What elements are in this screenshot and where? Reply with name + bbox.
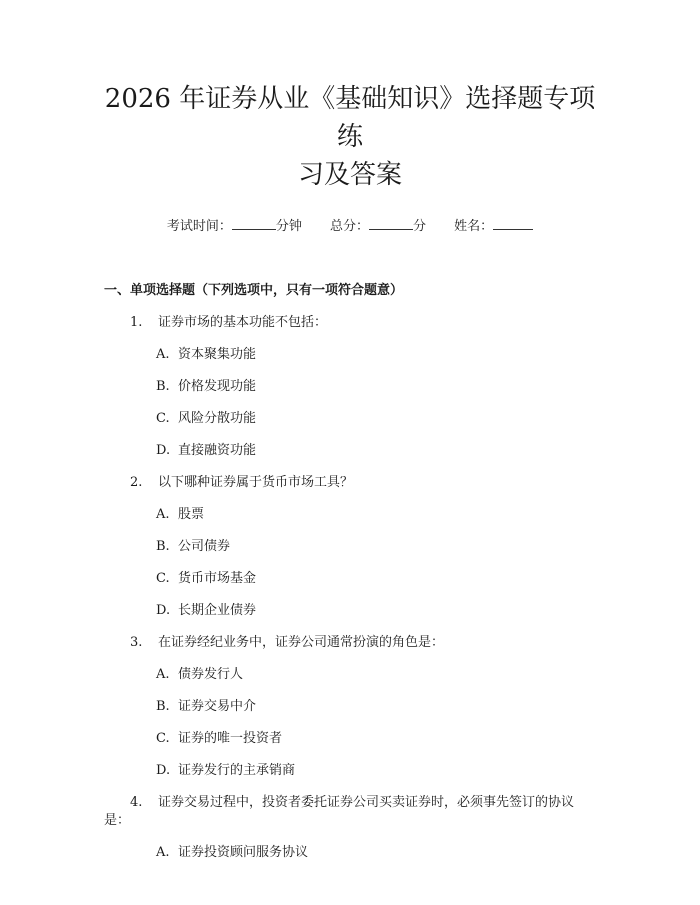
question-stem xyxy=(104,314,596,332)
option-letter: A. xyxy=(156,347,170,362)
option-letter: D. xyxy=(156,603,171,618)
name-field xyxy=(454,216,533,236)
exam-meta xyxy=(104,216,596,236)
answer-option xyxy=(104,442,596,460)
total-score-label: 总分： xyxy=(329,219,369,234)
question-text: 证券交易过程中，投资者委托证券公司买卖证券时，必须事先签订的协议是： xyxy=(104,795,575,828)
question xyxy=(104,634,596,652)
answer-option xyxy=(104,844,596,862)
name-label: 姓名： xyxy=(454,219,494,234)
option-letter: B. xyxy=(156,539,170,554)
question-text: 证券市场的基本功能不包括： xyxy=(158,315,328,330)
answer-option xyxy=(104,730,596,748)
name-blank xyxy=(493,216,533,230)
total-score-blank xyxy=(369,216,413,230)
answer-option xyxy=(104,602,596,620)
option-letter: A. xyxy=(156,507,170,522)
option-letter: C. xyxy=(156,731,170,746)
question-text: 以下哪种证券属于货币市场工具？ xyxy=(158,475,354,490)
question-stem xyxy=(104,794,596,830)
question xyxy=(104,314,596,332)
answer-option xyxy=(104,410,596,428)
exam-time-field xyxy=(167,216,302,236)
exam-time-label: 考试时间： xyxy=(166,219,232,234)
answer-option xyxy=(104,506,596,524)
answer-option xyxy=(104,666,596,684)
option-letter: C. xyxy=(156,411,170,426)
question-stem xyxy=(104,634,596,652)
option-text: 证券投资顾问服务协议 xyxy=(178,845,309,860)
answer-option xyxy=(104,538,596,556)
section-title: 一、单项选择题（下列选项中，只有一项符合题意） xyxy=(104,283,404,298)
answer-option xyxy=(104,570,596,588)
exam-time-unit: 分钟 xyxy=(275,219,302,234)
option-text: 证券发行的主承销商 xyxy=(178,763,296,778)
question-number: 3. xyxy=(130,635,143,650)
option-text: 公司债券 xyxy=(178,539,231,554)
answer-option xyxy=(104,378,596,396)
option-text: 证券交易中介 xyxy=(178,699,257,714)
answer-option xyxy=(104,346,596,364)
option-letter: D. xyxy=(156,763,171,778)
option-letter: A. xyxy=(156,845,170,860)
question xyxy=(104,794,596,830)
option-text: 股票 xyxy=(178,507,205,522)
option-text: 货币市场基金 xyxy=(178,571,257,586)
title-line-1: 2026 年证券从业《基础知识》选择题专项练 xyxy=(104,84,596,152)
option-letter: B. xyxy=(156,379,170,394)
option-letter: D. xyxy=(156,443,171,458)
option-text: 风险分散功能 xyxy=(178,411,257,426)
option-text: 直接融资功能 xyxy=(178,443,257,458)
total-score-field xyxy=(330,216,426,236)
option-text: 证券的唯一投资者 xyxy=(178,731,283,746)
question-number: 2. xyxy=(130,475,143,490)
option-text: 长期企业债券 xyxy=(178,603,257,618)
document-title xyxy=(104,0,596,194)
title-line-2: 习及答案 xyxy=(297,160,402,190)
option-letter: C. xyxy=(156,571,170,586)
answer-option xyxy=(104,698,596,716)
question-stem xyxy=(104,474,596,492)
option-letter: B. xyxy=(156,699,170,714)
question xyxy=(104,474,596,492)
question-number: 4. xyxy=(130,795,143,810)
option-text: 资本聚集功能 xyxy=(178,347,257,362)
total-score-unit: 分 xyxy=(413,219,427,234)
option-letter: A. xyxy=(156,667,170,682)
option-text: 债券发行人 xyxy=(178,667,244,682)
exam-time-blank xyxy=(232,216,276,230)
answer-option xyxy=(104,762,596,780)
option-text: 价格发现功能 xyxy=(178,379,257,394)
question-list xyxy=(104,314,596,862)
question-number: 1. xyxy=(130,315,143,330)
question-text: 在证券经纪业务中，证券公司通常扮演的角色是： xyxy=(158,635,445,650)
